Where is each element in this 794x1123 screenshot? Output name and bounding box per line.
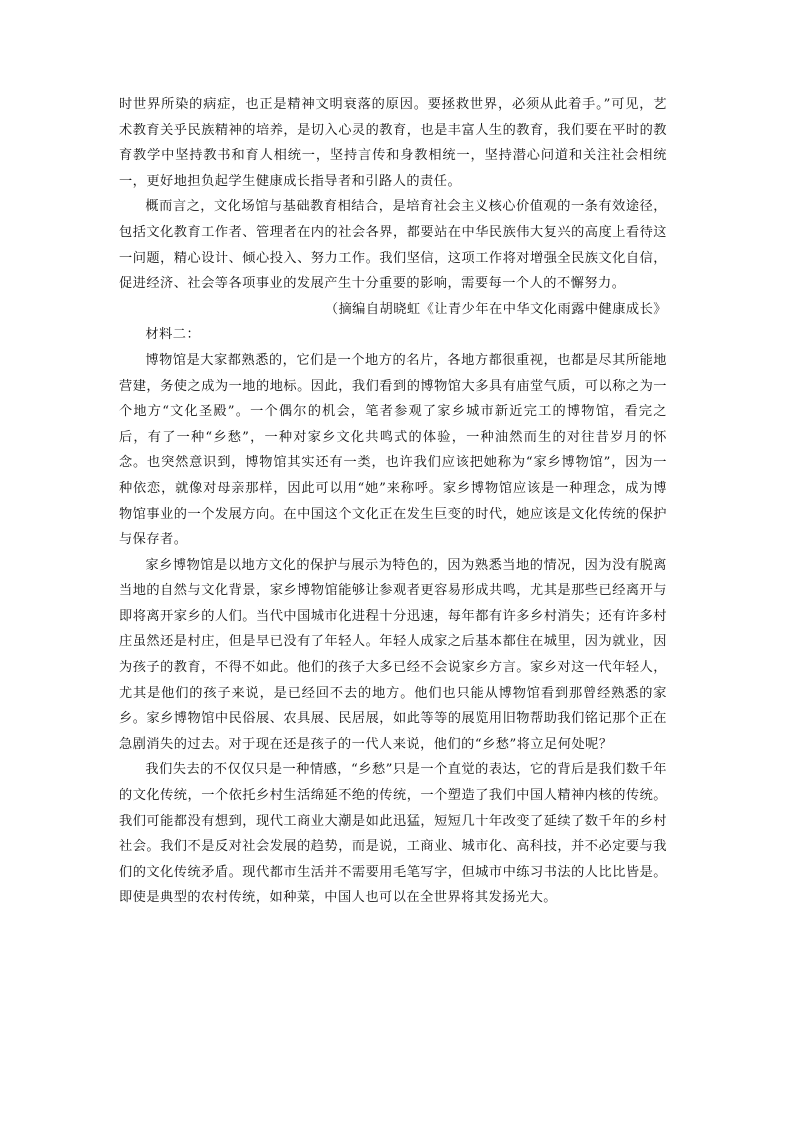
paragraph-3: 博物馆是大家都熟悉的，它们是一个地方的名片，各地方都很重视，也都是尽其所能地营建，务使之成为一地的地标。因此，我们看到的博物馆大多具有庙堂气质，可以称之为一个地方“文化圣殿”。一个偶尔的机会，笔者参观了家乡城市新近完工的博物馆，看完之后，有了一种“乡愁”，一种对家乡文化共鸣式的体验，一种油然而生的对往昔岁月的怀念。也突然意识到，博物馆其实还有一类，也许我们应该把她称为“家乡博物馆”，因为一种依恋，就像对母亲那样，因此可以用“她”来称呼。家乡博物馆应该是一种理念，成为博物馆事业的一个发展方向。在中国这个文化正在发生巨变的时代，她应该是文化传统的保护与保存者。 bbox=[119, 352, 667, 548]
document-body bbox=[119, 92, 667, 911]
paragraph-5: 我们失去的不仅仅只是一种情感，“乡愁”只是一个直觉的表达，它的背后是我们数千年的文化传统，一个依托乡村生活绵延不绝的传统，一个塑造了我们中国人精神内核的传统。我们可能都没有想到，现代工商业大潮是如此迅猛，短短几十年改变了延续了数千年的乡村社会。我们不是反对社会发展的趋势，而是说，工商业、城市化、高科技，并不必定要与我们的文化传统矛盾。现代都市生活并不需要用毛笔写字，但城市中练习书法的人比比皆是。即使是典型的农村传统，如种菜，中国人也可以在全世界将其发扬光大。 bbox=[119, 762, 667, 906]
paragraph-2: 概而言之，文化场馆与基础教育相结合，是培育社会主义核心价值观的一条有效途径，包括文化教育工作者、管理者在内的社会各界，都要站在中华民族伟大复兴的高度上看待这一问题，精心设计、倾心投入、努力工作。我们坚信，这项工作将对增强全民族文化自信，促进经济、社会等各项事业的发展产生十分重要的影响，需要每一个人的不懈努力。 bbox=[119, 199, 667, 292]
citation: （摘编自胡晓虹《让青少年在中华文化雨露中健康成长》 bbox=[324, 301, 667, 317]
paragraph-4: 家乡博物馆是以地方文化的保护与展示为特色的，因为熟悉当地的情况，因为没有脱离当地的自然与文化背景，家乡博物馆能够让参观者更容易形成共鸣，尤其是那些已经离开与即将离开家乡的人们。当代中国城市化进程十分迅速，每年都有许多乡村消失；还有许多村庄虽然还是村庄，但是早已没有了年轻人。年轻人成家之后基本都住在城里，因为就业，因为孩子的教育，不得不如此。他们的孩子大多已经不会说家乡方言。家乡对这一代年轻人，尤其是他们的孩子来说，是已经回不去的地方。他们也只能从博物馆看到那曾经熟悉的家乡。家乡博物馆中民俗展、农具展、民居展，如此等等的展览用旧物帮助我们铭记那个正在急剧消失的过去。对于现在还是孩子的一代人来说，他们的“乡愁”将立足何处呢？ bbox=[119, 557, 667, 752]
section-label: 材料二： bbox=[145, 327, 201, 343]
paragraph-1: 时世界所染的病症，也正是精神文明衰落的原因。要拯救世界，必须从此着手。”可见，艺术教育关乎民族精神的培养，是切入心灵的教育，也是丰富人生的教育，我们要在平时的教育教学中坚持教书和育人相统一，坚持言传和身教相统一，坚持潜心问道和关注社会相统一，更好地担负起学生健康成长指导者和引路人的责任。 bbox=[119, 97, 667, 189]
